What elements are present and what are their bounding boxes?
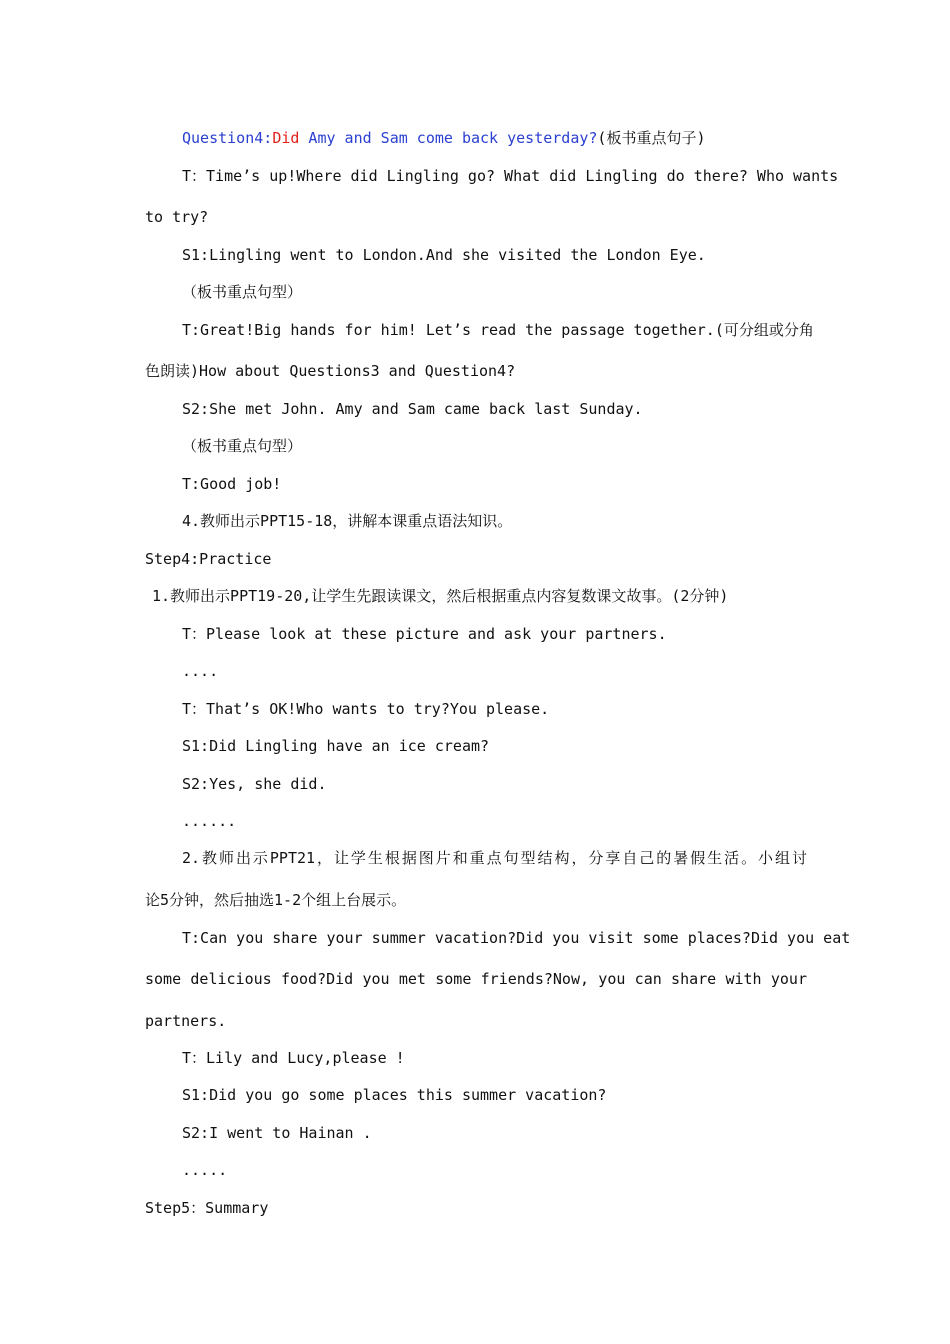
teacher-line: T：Time’s up!Where did Lingling go? What did Lingling do there? Who wants [182,167,839,185]
teacher-line-cont: some delicious food?Did you met some friends?Now, you can share with your [145,970,807,988]
instruction-line-cont: 论5分钟，然后抽选1-2个组上台展示。 [145,891,407,909]
instruction-line: 2.教师出示PPT21，让学生根据图片和重点句型结构，分享自己的暑假生活。小组讨 [182,849,807,867]
step-heading: Step5：Summary [145,1199,269,1217]
ellipsis-line: .... [182,662,219,680]
teacher-line: T:Can you share your summer vacation?Did you visit some places?Did you eat [182,929,851,947]
student-line: S2:Yes, she did. [182,775,327,793]
board-note: （板书重点句型） [182,437,303,455]
teacher-line: T：Please look at these picture and ask your partners. [182,625,667,643]
student-line: S1:Did Lingling have an ice cream? [182,737,490,755]
question-4-note: (板书重点句子) [597,129,706,147]
question-4-did: Did [272,129,300,147]
question-4-line [182,128,807,148]
board-note: （板书重点句型） [182,283,303,301]
question-4-label: Question4: [182,129,273,147]
teacher-line: T:Great!Big hands for him! Let’s read the passage together.(可分组或分角 [182,321,814,339]
teacher-line-cont: to try? [145,208,209,226]
student-line: S1:Did you go some places this summer vacation? [182,1086,607,1104]
teacher-line-cont: partners. [145,1012,227,1030]
student-line: S2:She met John. Amy and Sam came back last Sunday. [182,400,643,418]
teacher-line: T：That’s OK!Who wants to try?You please. [182,700,550,718]
teacher-line: T：Lily and Lucy,please ! [182,1049,405,1067]
ellipsis-line: ...... [182,812,237,830]
step-heading: Step4:Practice [145,550,272,568]
instruction-line: 4.教师出示PPT15-18，讲解本课重点语法知识。 [182,512,513,530]
student-line: S1:Lingling went to London.And she visited the London Eye. [182,246,706,264]
instruction-line: 1.教师出示PPT19-20,让学生先跟读课文，然后根据重点内容复数课文故事。(2分钟) [152,587,729,605]
ellipsis-line: ..... [182,1161,228,1179]
question-4-text: Amy and Sam come back yesterday? [299,129,598,147]
teacher-line: T:Good job! [182,475,282,493]
student-line: S2:I went to Hainan . [182,1124,372,1142]
teacher-line-cont: 色朗读)How about Questions3 and Question4? [145,362,516,380]
